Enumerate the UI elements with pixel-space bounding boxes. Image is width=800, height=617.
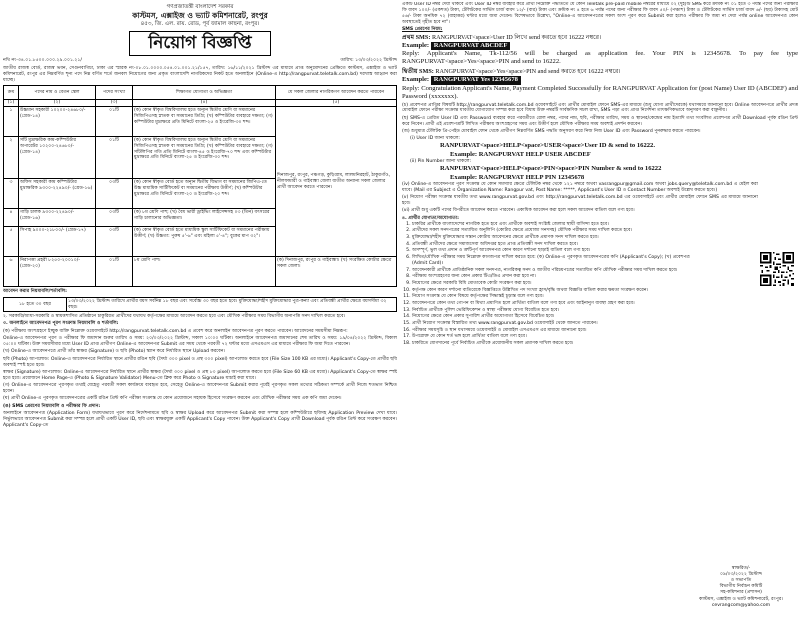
list-item: 14. নিয়োগের ক্ষেত্রে কোন প্রকার সুপারিশ প্রার্থীর অযোগ্যতা হিসেবে বিবেচিত হবে।	[412, 314, 702, 320]
row-post: সিপাহ ৯০০০-২১৮০০/- (গ্রেড-১৭)	[19, 227, 96, 257]
signatory-role: সহ-কমিশনার (প্রশাসন)	[720, 590, 762, 596]
admit-paragraph: (চ) প্রবেশপত্র প্রাপ্তির বিষয়টি http://rangpurvat.teletalk.com.bd ওয়েবসাইটে এবং প্রার্থীর মোবাইল ফোনে SMS-এর মাধ্যমে (শুধু যোগ্য প্রার্থীদেরকে) যথাসময়ে জানানো হবে। Online আবেদনপত্রে প্রার্থীর প্রদত্ত মোবাইল ফোনে পরীক্ষা সংক্রান্ত যাবতীয় যোগাযোগ সম্পন্ন করা হবে বিধায় উক্ত নম্বরটি সার্বক্ষণিক সচল রাখা, SMS পড়া এবং প্রাপ্ত নির্দেশনা তাৎক্ষণিকভাবে অনুসরণ করা বাঞ্ছনীয়।	[402, 102, 798, 114]
contact-block	[402, 182, 798, 214]
photo-upload-paragraph: ছবি (Photo) আপলোড: Online-এ আবেদনপত্রে নির্ধারিত স্থানে প্রার্থীর রঙিন ছবি (দৈর্ঘ্য ৩০০ pixel ও প্রস্থ ৩০০ pixel) আপলোড করতে হবে (File Size 100 KB এর মধ্যে)। Applicant's Copy-তে প্রার্থীর ছবি অবশ্যই স্পষ্ট হতে হবে।	[3, 356, 397, 368]
age-table	[3, 297, 397, 312]
posts-table	[3, 85, 397, 287]
list-item: 18. চাকরিতে যোগদানের পূর্বে নির্বাচিত প্রার্থীকে প্রয়োজনীয় সকল প্রমাণক দাখিল করতে হবে।	[412, 341, 702, 347]
example-label: Example:	[402, 76, 430, 84]
pin-title: (ii) Pin Number জানা থাকলে:	[410, 159, 472, 165]
col-header-district: যে সকল জেলার নাগরিকগণ আবেদন করতে পারবেন	[276, 86, 397, 100]
row-sl: ৩	[4, 179, 19, 209]
row-sl: ১	[4, 107, 19, 137]
second-sms-label: দ্বিতীয় SMS:	[402, 68, 434, 76]
list-item: 9. নিয়োগের ক্ষেত্রে সরকারি বিধি মোতাবেক কোটা সংরক্ষণ করা হবে।	[412, 281, 702, 287]
user-id-example: Example: RANGPURVAT HELP USER ABCDEF	[450, 150, 591, 158]
row-qualification: ৮ম শ্রেণি পাশ।	[133, 257, 276, 287]
reply-2: Reply: Congratulation Applicant's Name, Payment Completed Successfully for RANGPURVAT Application for (post Name) User ID (ABCDEF) and Password (xxxxxxx).	[402, 84, 798, 100]
page-title: নিয়োগ বিজ্ঞপ্তি	[129, 31, 270, 57]
col-number: (৪)	[133, 100, 276, 107]
row-qualification: (ক) ৮ম শ্রেণি পাশ; (খ) বৈধ ভারী ড্রাইভিং লাইসেন্সসহ ০৩ (তিন) বৎসরের গাড়ি চালানোর অভিজ্ঞতা।	[133, 209, 276, 227]
office-address: ৪৫৩, জি. এল. রায়. রোড, পূর্ব জামাল কাছনা, রংপুর।	[140, 20, 260, 27]
col-number: (২)	[19, 100, 96, 107]
condition-paragraph: অনলাইনে আবেদনপত্র (Application Form) যথাযথভাবে পূরণ করে নির্দেশনামতে ছবি ও স্বাক্ষর Upload করে আবেদনপত্র Submit করা সম্পন্ন হলে কম্পিউটারে ছবিসহ Application Preview দেখা যাবে। নির্ভুলভাবে আবেদনপত্র Submit করা সম্পন্ন হলে প্রার্থী একটি User ID, ছবি এবং স্বাক্ষরযুক্ত একটি Applicant's Copy পাবেন। উক্ত Applicant's Copy প্রার্থী Download পূর্বক রঙিন প্রিন্ট করে সংরক্ষণ করবেন। Applicant's Copy-তে	[3, 411, 397, 428]
signature-date: ০৯/০৩/২০২২ খ্রিস্টাব্দ	[720, 571, 762, 577]
sms-fee-heading: (ঙ) SMS প্রেরণের নিয়মাবলি ও পরীক্ষার ফি প্রদান:	[3, 403, 101, 409]
signature-block	[696, 566, 786, 609]
age-limit: ১৮ হতে ৩০ বছর	[4, 298, 67, 312]
row-sl: ২	[4, 137, 19, 179]
fee-paragraph: একটি User ID নম্বর দেয়া থাকবে এবং User ID নম্বর ব্যবহার করে প্রার্থী নিম্নোক্ত পদ্ধতিতে যে কোন Teletalk pre-paid mobile নম্বরের মাধ্যমে ০২ (দুই)টি SMS করে ক্রমিক নং ০১ হতে ৩ পর্যন্ত পদের জন্য পরীক্ষার ফি বাবদ ১০০/- (একশত) টাকা, টেলিটকের সার্ভিস চার্জ বাবদ ১২/- (বার) টাকা এবং ক্রমিক নং ৪ হতে ৬ পর্যন্ত পদের জন্য পরীক্ষার ফি বাবদ ৫০/- (পঞ্চাশ) টাকা ও টেলিটকের সার্ভিস চার্জ বাবদ ৬/- (ছয়) টাকাসহ মোট ৫৬/- টাকা অনধিক ৭২ (বাহাত্তর) ঘন্টার মধ্যে জমা দেবেন। বিশেষভাবে উল্লেখ্য, "Online-এ আবেদনপত্রের সকল অংশ পূরণ করে Submit করা হলেও পরীক্ষার ফি জমা না দেয়া পর্যন্ত online আবেদনপত্র কোন অবস্থাতেই গৃহীত হবে না"।	[402, 2, 798, 25]
signatory-email: cevrangcom@yahoo.com	[711, 602, 771, 608]
condition-paragraph: (খ) Online-এ আবেদনপত্রে প্রার্থী তাঁর স্বাক্ষর (Signature) ও ছবি (Photo) স্ক্যান করে নির্ধারিত স্থানে Upload করবেন।	[3, 349, 226, 355]
government-name: গণপ্রজাতন্ত্রী বাংলাদেশ সরকার	[166, 4, 234, 10]
office-name: কাস্টমস, এক্সাইজ ও ভ্যাট কমিশনারেট, রংপুর	[132, 11, 268, 21]
list-item: 1. চাকরির প্রার্থীকে বাংলাদেশের নাগরিক হতে হবে এবং প্রার্থীকে অবশ্যই সংশ্লিষ্ট জেলার স্থায়ী বাসিন্দা হতে হবে।	[412, 222, 702, 228]
sms-heading: SMS প্রেরণের নিয়ম:	[402, 27, 443, 32]
example-2	[402, 76, 798, 84]
website-paragraph: (v) নিয়োগ পরীক্ষা সংক্রান্ত যাবতীয় তথ্য www.rangpurvat.gov.bd এবং http://rangpurvat.teletalk.com.bd এর ওয়েবসাইটে এবং প্রার্থীর মোবাইল ফোনে SMS এর মাধ্যমে জানানো হবে।	[402, 195, 758, 207]
qr-code-icon	[760, 252, 794, 286]
list-item: 7. আবেদনকারী প্রার্থীকে প্রাতিষ্ঠানিক সকল সনদপত্র, নাগরিকত্ব সনদ ও জাতীয় পরিচয়পত্রের সত্যায়িত কপি মৌখিক পরীক্ষার সময় দাখিল করতে হবে।	[412, 268, 702, 274]
row-count: ০১টি	[96, 137, 133, 179]
list-item: 15. প্রার্থী নিয়োগ সংক্রান্ত বিস্তারিত তথ্য www.rangpurvat.gov.bd ওয়েবসাইট থেকে জানতে পারবেন।	[412, 321, 702, 327]
condition-paragraph: (গ) Online-এ আবেদনপত্রে পূরণকৃত তথ্যই যেহেতু পরবর্তী সকল কার্যক্রমে ব্যবহৃত হবে, সেহেতু Online-এ আবেদনপত্র Submit করার পূর্বেই পূরণকৃত সকল তথ্যের সঠিকতা সম্পর্কে প্রার্থী নিজে শতভাগ নিশ্চিত হবেন।	[3, 383, 397, 395]
signature-upload-paragraph: স্বাক্ষর (Signature) আপলোড: Online-এ আবেদনপত্রে নির্ধারিত স্থানে প্রার্থীর স্বাক্ষর (দৈর্ঘ্য ৩০০ pixel ও প্রস্থ ৮০ pixel) আপলোড করতে হবে (File Size 60 KB এর মধ্যে)। Applicant's Copy-তে স্বাক্ষর স্পষ্ট হতে হবে। প্রয়োজনে Home Page-এ (Photo & Signature Validator) Menu-তে ক্লিক করে Photo ও Signature যাচাই করা যাবে।	[3, 369, 397, 381]
rules-list	[402, 222, 798, 347]
example-1	[402, 42, 798, 50]
example-1-value: RANGPURVAT ABCDEF	[431, 42, 511, 50]
col-header-qualification: শিক্ষাগত যোগ্যতা ও অভিজ্ঞতা	[133, 86, 276, 100]
list-item: 8. পরীক্ষায় অংশগ্রহণের জন্য কোন প্রকার টিএ/ডিএ প্রদান করা হবে না।	[412, 274, 702, 280]
col-number: (১)	[4, 100, 19, 107]
online-rules-heading: ৩. অনলাইনে আবেদনপত্র পূরণ সংক্রান্ত নিয়মাবলি ও শর্তাবলি:	[3, 321, 119, 327]
col-header-sl: ক্রম	[4, 86, 19, 100]
age-text: ১৩/০৩/২০২২ খ্রিস্টাব্দ তারিখে প্রার্থীর বয়স সর্বনিম্ন ১৮ বছর এবং সর্বোচ্চ ৩০ বছর হতে হবে। মুক্তিযোদ্ধা/শহীদ মুক্তিযোদ্ধার পুত্র-কন্যা এবং প্রতিবন্ধী প্রার্থীর ক্ষেত্রে বয়সসীমা ৩২ বছর।	[67, 298, 397, 312]
list-item: 12. আবেদনপত্রে কোন তথ্য গোপন বা মিথ্যা প্রমাণিত হলে প্রার্থিতা বাতিল বলে গণ্য হবে এবং আইনানুগ ব্যবস্থা গ্রহণ করা হবে।	[412, 301, 702, 307]
row-sl: ৬	[4, 257, 19, 287]
table-row	[4, 257, 397, 287]
condition-paragraph: ২. সরকারি/আধা-সরকারি ও স্বায়ত্তশাসিত প্রতিষ্ঠানে চাকুরিরত প্রার্থীদের যথাযথ কর্তৃপক্ষের মাধ্যমে আবেদন করতে হবে এবং মৌখিক পরীক্ষার সময় বিভাগীয় অনাপত্তি সনদ দাখিল করতে হবে।	[3, 313, 346, 319]
first-sms-format: RANGPURVAT<space>User ID লিখে send করতে হবে 16222 নম্বরে।	[431, 33, 602, 41]
left-column	[3, 2, 397, 615]
list-item: 2. প্রার্থীদের সকল সনদপত্রের সত্যায়িত অনুলিপি (কোটার ক্ষেত্রে প্রযোজ্য সনদসহ) মৌখিক পরীক্ষার সময় দাখিল করতে হবে।	[412, 228, 702, 234]
row-post: গাড়ি চালক ৯৩০০-২২৪৯০/- (গ্রেড-১৬)	[19, 209, 96, 227]
signatory-name: ও সভাপতি	[730, 578, 752, 584]
list-item: 6. লিখিত/মৌখিক পরীক্ষার সময় নিম্নোক্ত কাগজপত্র দাখিল করতে হবে: (ক) Online-এ পূরণকৃত আবেদনপত্রের কপি (Applicant's Copy); (খ) প্রবেশপত্র (Admit Card)।	[412, 255, 702, 267]
condition-paragraph: (ক) পরীক্ষায় অংশগ্রহণে ইচ্ছুক ব্যক্তি নিম্নোক্ত ওয়েবসাইটে http://rangpurvat.teletalk.com.bd এ প্রবেশ করে অনলাইন আবেদনপত্র পূরণ করতে পারবেন। আবেদনের সময়সীমা নিম্নরূপ:	[3, 328, 348, 334]
row-district: (ক) দিনাজপুর, রংপুর ও গাইবান্ধা। (খ) সংরক্ষিত কোটার ক্ষেত্রে সকল জেলা।	[276, 257, 397, 287]
pin-example: Example: RANGPURVAT HELP PIN 12345678	[450, 173, 585, 181]
user-id-format: RANPURVAT<space>HELP<space>USER<space>User ID & send to 16222.	[440, 142, 655, 150]
second-sms-line	[402, 68, 798, 76]
single-post-paragraph: (vi) প্রার্থী শুধু একটি পদের বিপরীতে আবেদন করতে পারবেন। একাধিক আবেদন করা হলে সকল আবেদন বাতিল বলে গণ্য হবে।	[402, 208, 635, 214]
title-wrap	[3, 31, 397, 57]
list-item: 13. নির্বাচিত প্রার্থীকে পুলিশ ভেরিফিকেশন ও স্বাস্থ্য পরীক্ষায় যোগ্য বিবেচিত হতে হবে।	[412, 308, 702, 314]
list-item: 17. উপরোক্ত যে কোন শর্ত ভঙ্গ হলে প্রার্থিতা বাতিল বলে গণ্য হবে।	[412, 334, 702, 340]
list-item: 3. মুক্তিযোদ্ধা/শহীদ মুক্তিযোদ্ধার সন্তান কোটায় আবেদনের ক্ষেত্রে প্রার্থীকে প্রমাণক সনদ দাখিল করতে হবে।	[412, 235, 702, 241]
row-sl: ৪	[4, 209, 19, 227]
row-post: নিরাপত্তা প্রহরী ৮২৫০-২০০১০/- (গ্রেড-২০)	[19, 257, 96, 287]
list-item: 11. নিয়োগ সংক্রান্ত যে কোন বিষয়ে কর্তৃপক্ষের সিদ্ধান্তই চূড়ান্ত বলে গণ্য হবে।	[412, 294, 702, 300]
pin-format: RANPURVAT<space>HELP<space>PIN<space>PIN Number & send to 16222	[440, 165, 662, 173]
recovery-block	[402, 136, 798, 182]
col-header-post: পদের নাম ও বেতন স্কেল	[19, 86, 96, 100]
signatory-designation: বিভাগীয় নির্বাচন কমিটি	[719, 584, 763, 590]
table-row	[4, 107, 397, 137]
right-column	[402, 2, 798, 615]
condition-paragraph: (ঘ) প্রার্থী Online-এ পূরণকৃত আবেদনপত্রের একটি রঙিন প্রিন্ট কপি পরীক্ষা সংক্রান্ত যে কোন প্রয়োজনে সহায়ক হিসেবে সংরক্ষণ করবেন এবং মৌখিক পরীক্ষার সময় এক কপি জমা দেবেন।	[3, 396, 342, 402]
contact-paragraph: (iv) Online-এ আবেদনপত্র পূরণ সংক্রান্ত যে কোন সমস্যার ক্ষেত্রে টেলিটক নম্বর থেকে ১২১ নম্বরে অথবা vasrangpur@gmail.com অথবা jobs.query@teletalk.com.bd এ মেইল করা যাবে। (Mail এর Subject এ Organization Name: Rangpur vat, Post Name: *****, Applicant's User ID ও Contact Number অবশ্যই উল্লেখ করতে হবে।)	[402, 181, 758, 193]
row-qualification: (ক) কোন স্বীকৃত বিশ্ববিদ্যালয় হতে অন্যূন দ্বিতীয় শ্রেণি বা সমমানের সিজিপিএসহ স্নাতক বা সমমানের ডিগ্রি; (খ) কম্পিউটার ব্যবহারে দক্ষতা; (গ) সাঁটলিপির গতি প্রতি মিনিটে বাংলা-৪৫ ও ইংরেজি-৭০ শব্দ এবং কম্পিউটার মুদ্রাক্ষরে প্রতি মিনিটে বাংলা-২৫ ও ইংরেজি-৩০ শব্দ।	[133, 137, 276, 179]
reply-1: Reply: Applicant's Name, Tk-112/56 will be charged as application fee. Your PIN is 12345678. To pay fee type RANGPURVAT<space>Yes<space>PIN and send to 16222.	[402, 50, 798, 66]
header	[3, 4, 397, 28]
list-item: 10. কর্তৃপক্ষ কোন কারণ দর্শানো ব্যতিরেকে বিজ্ঞপ্তিতে উল্লিখিত পদ সংখ্যা হ্রাস/বৃদ্ধি অথবা বিজ্ঞপ্তি বাতিল করার ক্ষমতা সংরক্ষণ করেন।	[412, 288, 702, 294]
list-item: 16. পরীক্ষার সময়সূচি ও স্থান যথাসময়ে ওয়েবসাইট ও মোবাইল এসএমএস এর মাধ্যমে জানানো হবে।	[412, 328, 702, 334]
first-sms-label: প্রথম SMS:	[402, 33, 431, 41]
second-sms-format: RANGPURVAT<space>Yes<space>PIN and send করতে হবে 16222 নম্বরে।	[435, 68, 621, 76]
admit-paragraph: (ছ) SMS-এ প্রেরিত User ID এবং Password ব্যবহার করে পরবর্তীতে রোল নম্বর, পদের নাম, ছবি, পরীক্ষার তারিখ, সময় ও স্থানের/কেন্দ্রের নাম ইত্যাদি তথ্য সংবলিত প্রবেশপত্র প্রার্থী Download পূর্বক রঙিন প্রিন্ট করে নিবেন। প্রার্থী এই প্রবেশপত্রটি লিখিত পরীক্ষায় অংশগ্রহণের সময় এবং উত্তীর্ণ হলে মৌখিক পরীক্ষার সময় অবশ্যই প্রদর্শন করবেন।	[402, 115, 798, 127]
row-count: ০১টি	[96, 257, 133, 287]
memo-line	[3, 58, 397, 64]
row-post: অফিস সহকারী কাম কম্পিউটার মুদ্রাক্ষরিক ৯৩০০-২২৪৯০/- (গ্রেড-১৬)	[19, 179, 96, 209]
memo-date: তারিখ: ১৩/০৩/২০২২ খ্রিস্টাব্দ	[340, 58, 397, 64]
conditions-heading: আবেদন করার নিয়মাবলি/শর্তাবলি:	[3, 289, 67, 295]
signatory-office: কাস্টমস, এক্সাইজ ও ভ্যাট কমিশনারেট, রংপুর।	[699, 596, 783, 602]
row-qualification: (ক) কোন স্বীকৃত বোর্ড হতে অন্যূন দ্বিতীয় বিভাগ বা সমমানের জিপিএ-তে উচ্চ মাধ্যমিক সার্টিফিকেট বা সমমানের পরীক্ষায় উত্তীর্ণ; (খ) কম্পিউটার মুদ্রাক্ষরে প্রতি মিনিটে বাংলা-২০ ও ইংরেজি-২০ শব্দ।	[133, 179, 276, 209]
memo-number: নথি নং-৩৪.০১.৮৫০০.০০০.২৯.০০১.২১/	[3, 58, 82, 64]
general-heading: ৪. প্রার্থীর যোগ্যতা/অযোগ্যতা:	[402, 215, 459, 221]
col-number: (৫)	[276, 100, 397, 107]
row-qualification: (ক) কোন স্বীকৃত বোর্ড হতে মাধ্যমিক স্কুল সার্টিফিকেট বা সমমানের পরীক্ষায় উত্তীর্ণ; (খ) উচ্চতা: পুরুষ ৫'-৬" এবং মহিলা ৫'-৪"; বুকের মাপ ৩২"।	[133, 227, 276, 257]
recovery-paragraph: (জ) শুধুমাত্র টেলিটক প্রি-পেইড মোবাইল ফোন থেকে প্রার্থীগণ নিম্নবর্ণিত SMS পদ্ধতি অনুসরণ করে নিজ নিজ User ID এবং Password পুনরুদ্ধার করতে পারবেন।	[402, 129, 701, 135]
example-2-value: RANGPURVAT Yes 12345678	[431, 76, 521, 84]
row-sl: ৫	[4, 227, 19, 257]
row-count: ০১টি	[96, 107, 133, 137]
row-qualification: (ক) কোন স্বীকৃত বিশ্ববিদ্যালয় হতে অন্যূন দ্বিতীয় শ্রেণি বা সমমানের সিজিপিএসহ স্নাতক বা সমমানের ডিগ্রি; (খ) কম্পিউটার ব্যবহারে দক্ষতা; (গ) কম্পিউটার মুদ্রাক্ষরে প্রতি মিনিটে বাংলা-২৫ ও ইংরেজি-৩০ শব্দ।	[133, 107, 276, 137]
user-id-title: (i) User ID জানা থাকলে:	[410, 136, 460, 142]
row-count: ০৩টি	[96, 179, 133, 209]
row-count: ০৩টি	[96, 227, 133, 257]
row-district: দিনাজপুর, রংপুর, পঞ্চগড়, কুড়িগ্রাম, লালমনিরহাট, ঠাকুরগাঁও, নীলফামারী ও গাইবান্ধা জেলা ব্যতীত অন্যান্য সকল জেলার প্রার্থী আবেদন করতে পারবেন।	[276, 107, 397, 257]
list-item: 5. অসম্পূর্ণ, ভুল তথ্য প্রদান ও ত্রুটিপূর্ণ আবেদনপত্র কোন কারণ দর্শানো ছাড়াই বাতিল বলে গণ্য হবে।	[412, 248, 702, 254]
col-number: (৩)	[96, 100, 133, 107]
example-label: Example:	[402, 41, 430, 49]
condition-paragraph: Online-এ আবেদনপত্র পূরণ ও পরীক্ষার ফি জমাদান শুরুর তারিখ ও সময়: ২০/০৩/২০২২ খ্রিস্টাব্দ, সকাল ১০:০০ ঘটিকা। অনলাইনে আবেদনপত্র জমাদানের শেষ তারিখ ও সময়: ১৯/০৪/২০২২ খ্রিস্টাব্দ, বিকাল ০৫:০০ ঘটিকা। উক্ত সময়সীমার মধ্যে User ID প্রাপ্ত প্রার্থীগণ Online-এ আবেদনপত্র Submit এর সময় থেকে পরবর্তী ৭২ ঘন্টার মধ্যে এসএমএস এর মাধ্যমে পরীক্ষার ফি জমা দিতে পারবেন।	[3, 336, 397, 347]
col-header-count: পদের সংখ্যা	[96, 86, 133, 100]
signature-label: স্বাক্ষরিত/-	[731, 565, 751, 571]
intro-paragraph: জাতীয় রাজস্ব বোর্ড, রাজস্ব ভবন, সেগুনবাগিচা, ঢাকা এর স্মারক নং-০৮.০১.০০০০.০৫৪.০১.০০১.২১/১৫৭, তারিখ: ১৬/১১/২০২১ খ্রিস্টাব্দ এর মাধ্যমে প্রাপ্ত অনুমোদনের প্রেক্ষিতে কাস্টমস, এক্সাইজ ও ভ্যাট কমিশনারেট, রংপুর এর নিম্নবর্ণিত শূন্য পদে নিম্ন বর্ণিত শর্তে জনবল নিয়োগের জন্য প্রকৃত বাংলাদেশি নাগরিকদের নিকট হতে অনলাইনে (Online-এ http://rangpurvat.teletalk.com.bd) দরখাস্ত আহ্বান করা যাচ্ছে।	[3, 66, 397, 84]
row-count: ০৩টি	[96, 209, 133, 227]
row-post: সাঁট মুদ্রাক্ষরিক কাম-কম্পিউটার অপারেটর ১০২০০-২৪৬৮০/- (গ্রেড-১৪)	[19, 137, 96, 179]
row-post: উচ্চমান সহকারী ১০২০০-২৪৬৮০/- (গ্রেড-১৪)	[19, 107, 96, 137]
first-sms-line	[402, 34, 798, 42]
list-item: 4. প্রতিবন্ধী প্রার্থীদের ক্ষেত্রে সমাজসেবা অধিদপ্তর হতে প্রাপ্ত প্রতিবন্ধী সনদ দাখিল করতে হবে।	[412, 242, 702, 248]
